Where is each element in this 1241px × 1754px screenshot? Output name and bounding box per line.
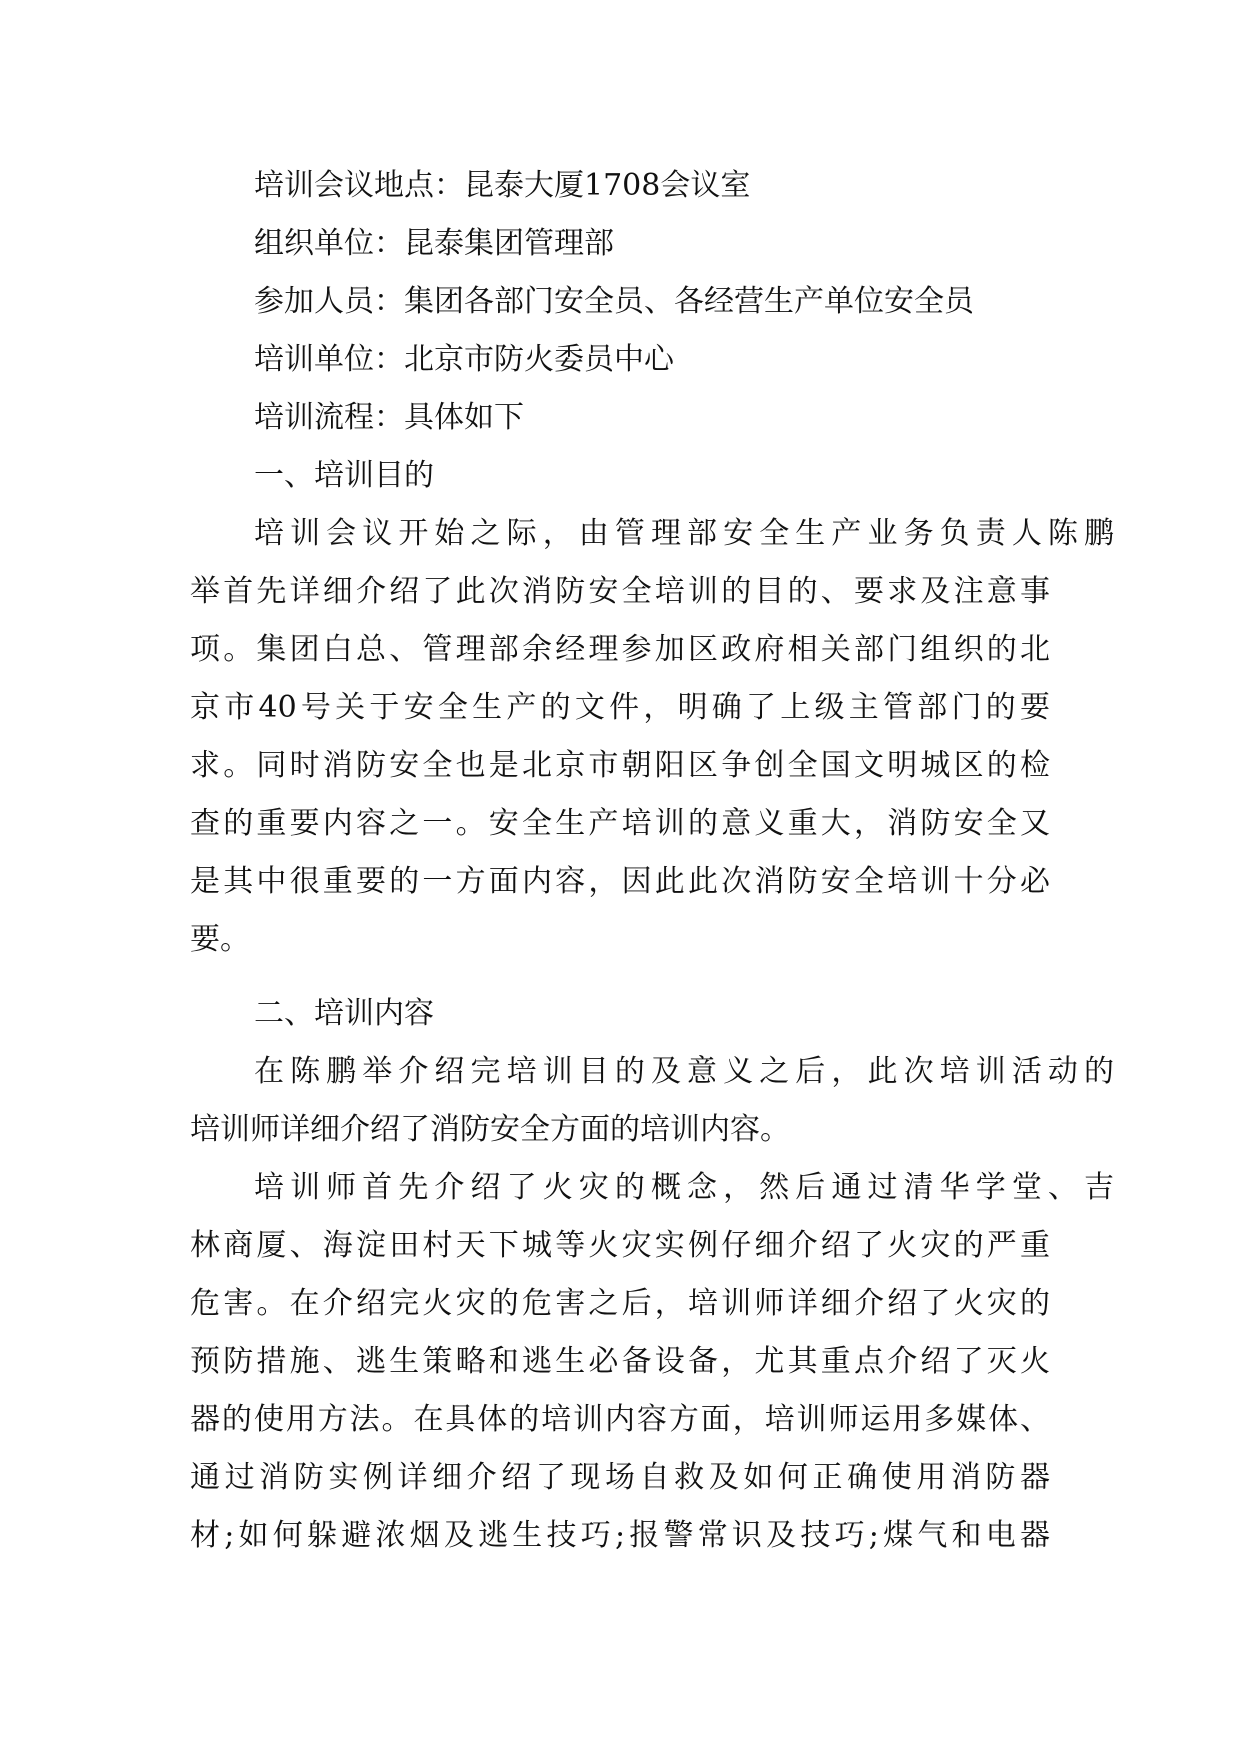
paragraph-line: 培训师详细介绍了消防安全方面的培训内容。 xyxy=(190,1112,790,1147)
paragraph-line: 要。 xyxy=(190,922,250,957)
paragraph-line: 危害。在介绍完火灾的危害之后，培训师详细介绍了火灾的 xyxy=(190,1286,1050,1321)
training-unit-line: 培训单位：北京市防火委员中心 xyxy=(254,342,674,377)
paragraph-line: 林商厦、海淀田村天下城等火灾实例仔细介绍了火灾的严重 xyxy=(190,1228,1050,1263)
paragraph-line: 在陈鹏举介绍完培训目的及意义之后，此次培训活动的 xyxy=(254,1054,1114,1089)
paragraph-line: 求。同时消防安全也是北京市朝阳区争创全国文明城区的检 xyxy=(190,748,1050,783)
section-heading-purpose: 一、培训目的 xyxy=(254,458,434,493)
organizer-line: 组织单位：昆泰集团管理部 xyxy=(254,226,614,261)
participants-line: 参加人员：集团各部门安全员、各经营生产单位安全员 xyxy=(254,284,974,319)
document-page xyxy=(190,157,1114,1565)
paragraph-line: 举首先详细介绍了此次消防安全培训的目的、要求及注意事 xyxy=(190,574,1050,609)
paragraph-line: 培训师首先介绍了火灾的概念，然后通过清华学堂、吉 xyxy=(254,1170,1114,1205)
paragraph-line: 是其中很重要的一方面内容，因此此次消防安全培训十分必 xyxy=(190,864,1050,899)
paragraph-line: 器的使用方法。在具体的培训内容方面，培训师运用多媒体、 xyxy=(190,1402,1050,1437)
paragraph-line: 培训会议开始之际，由管理部安全生产业务负责人陈鹏 xyxy=(254,516,1114,551)
meeting-location-line: 培训会议地点：昆泰大厦1708会议室 xyxy=(254,168,751,203)
paragraph-line: 材;如何躲避浓烟及逃生技巧;报警常识及技巧;煤气和电器 xyxy=(190,1518,1050,1553)
section-heading-content: 二、培训内容 xyxy=(254,996,434,1031)
paragraph-line: 预防措施、逃生策略和逃生必备设备，尤其重点介绍了灭火 xyxy=(190,1344,1050,1379)
paragraph-line: 项。集团白总、管理部余经理参加区政府相关部门组织的北 xyxy=(190,632,1050,667)
paragraph-line: 通过消防实例详细介绍了现场自救及如何正确使用消防器 xyxy=(190,1460,1050,1495)
paragraph-line: 查的重要内容之一。安全生产培训的意义重大，消防安全又 xyxy=(190,806,1050,841)
paragraph-line: 京市40号关于安全生产的文件，明确了上级主管部门的要 xyxy=(190,690,1050,725)
training-process-line: 培训流程：具体如下 xyxy=(254,400,524,435)
